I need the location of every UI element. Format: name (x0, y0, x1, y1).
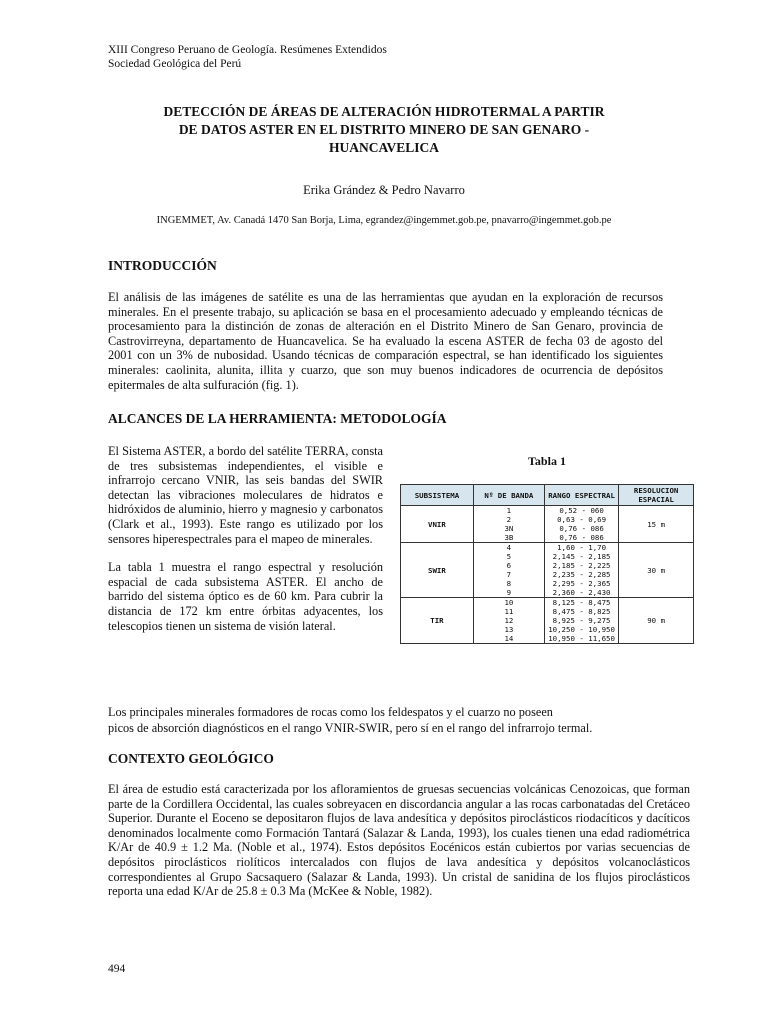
method-paragraph-3-line-2: picos de absorción diagnósticos en el rango VNIR-SWIR, pero sí en el rango del infrarrojo termal. (108, 721, 593, 735)
aster-bands-table (400, 484, 694, 644)
authors: Erika Grández & Pedro Navarro (303, 183, 465, 197)
cell-band: 6 (473, 561, 544, 570)
cell-band: 5 (473, 552, 544, 561)
cell-range: 8,125 - 8,475 (544, 598, 618, 608)
page-number: 494 (108, 963, 126, 975)
title-line-3: HUANCAVELICA (328, 140, 440, 155)
header-line-1: XIII Congreso Peruano de Geología. Resúmenes Extendidos (108, 44, 387, 56)
cell-range: 2,145 - 2,185 (544, 552, 618, 561)
header-resolucion: RESOLUCION ESPACIAL (619, 485, 694, 506)
cell-range: 2,235 - 2,285 (544, 570, 618, 579)
table-row (401, 543, 694, 553)
cell-range: 8,925 - 9,275 (544, 616, 618, 625)
cell-band: 1 (473, 506, 544, 516)
cell-band: 10 (473, 598, 544, 608)
title-line-2: DE DATOS ASTER EN EL DISTRITO MINERO DE SAN GENARO - (178, 122, 590, 137)
cell-range: 2,295 - 2,365 (544, 579, 618, 588)
cell-subsystem: VNIR (401, 506, 474, 543)
cell-range: 1,60 - 1,70 (544, 543, 618, 553)
cell-range: 2,185 - 2,225 (544, 561, 618, 570)
cell-band: 3B (473, 533, 544, 543)
running-header (108, 43, 387, 71)
table-caption: Tabla 1 (528, 454, 566, 468)
method-paragraph-3 (108, 704, 668, 736)
header-subsistema: SUBSISTEMA (401, 485, 474, 506)
cell-range: 2,360 - 2,430 (544, 588, 618, 598)
cell-subsystem: TIR (401, 598, 474, 644)
cell-band: 7 (473, 570, 544, 579)
cell-range: 10,950 - 11,650 (544, 634, 618, 644)
table-row (401, 598, 694, 608)
cell-band: 12 (473, 616, 544, 625)
cell-subsystem: SWIR (401, 543, 474, 598)
header-rango: RANGO ESPECTRAL (544, 485, 618, 506)
intro-heading: INTRODUCCIÓN (108, 258, 217, 273)
method-left-column (108, 444, 383, 633)
geo-paragraph: El área de estudio está caracterizada por los afloramientos de gruesas secuencias volcánicas Cenozoicas, que forman parte de la Cordillera Occidental, las cuales sobreyacen en discordancia angular a las rocas carbonatadas del Cretáceo Superior. Durante el Eoceno se depositaron flujos de lava andesítica y depósitos piroclásticos riodacíticos y dacíticos denominados localmente como Formación Tantará (Salazar & Landa, 1993), los cuales tienen una edad radiométrica K/Ar de 40.9 ± 1.2 Ma. (Noble et al., 1974). Estos depósitos Eocénicos están cubiertos por varias secuencias de depósitos piroclásticos riolíticos intercalados con flujos de lava andesítica y depósitos volcanoclásticos correspondientes al Grupo Sacsaquero (Salazar & Landa, 1993). Un cristal de sanidina de los flujos piroclásticos reporta una edad K/Ar de 25.8 ± 0.3 Ma (McKee & Noble, 1982). (108, 782, 690, 899)
cell-resolution: 90 m (619, 598, 694, 644)
method-heading: ALCANCES DE LA HERRAMIENTA: METODOLOGÍA (108, 411, 447, 426)
cell-band: 13 (473, 625, 544, 634)
title-line-1: DETECCIÓN DE ÁREAS DE ALTERACIÓN HIDROTERMAL A PARTIR (163, 104, 605, 119)
cell-resolution: 15 m (619, 506, 694, 543)
intro-section (108, 290, 663, 392)
cell-band: 3N (473, 524, 544, 533)
cell-band: 8 (473, 579, 544, 588)
cell-range: 0,52 - 060 (544, 506, 618, 516)
cell-band: 4 (473, 543, 544, 553)
intro-paragraph: El análisis de las imágenes de satélite es una de las herramientas que ayudan en la exploración de recursos minerales. En el presente trabajo, su aplicación se basa en el procesamiento adecuado y empleando técnicas de procesamiento para la distinción de zonas de alteración en el Distrito Minero de San Genaro, provincia de Castrovirreyna, departamento de Huancavelica. Se ha evaluado la escena ASTER de fecha 03 de agosto del 2001 con un 3% de nubosidad. Usando técnicas de comparación espectral, se han identificado los siguientes minerales: caolinita, alunita, illita y cuarzo, que son muy buenos indicadores de ocurrencia de depósitos epitermales de alta sulfuración (fig. 1). (108, 290, 663, 392)
cell-band: 14 (473, 634, 544, 644)
cell-range: 0,76 - 086 (544, 533, 618, 543)
method-paragraph-3-line-1: Los principales minerales formadores de rocas como los feldespatos y el cuarzo no poseen (108, 705, 553, 719)
cell-range: 8,475 - 8,825 (544, 607, 618, 616)
header-banda: Nº DE BANDA (473, 485, 544, 506)
method-paragraph-1: El Sistema ASTER, a bordo del satélite TERRA, consta de tres subsistemas independientes, el visible e infrarrojo cercano VNIR, las seis bandas del SWIR detectan las vibraciones moleculares de hidratos e hidróxidos de aluminio, hierro y magnesio y carbonatos (Clark et al., 1993). Este rango es utilizado por los sensores hiperespectrales para el mapeo de minerales. (108, 444, 383, 546)
cell-range: 10,250 - 10,950 (544, 625, 618, 634)
cell-range: 0,76 - 086 (544, 524, 618, 533)
cell-range: 0,63 - 0,69 (544, 515, 618, 524)
table-body (401, 506, 694, 644)
geo-section (108, 782, 690, 899)
table-header-row (401, 485, 694, 506)
cell-band: 2 (473, 515, 544, 524)
geo-heading: CONTEXTO GEOLÓGICO (108, 751, 274, 766)
cell-resolution: 30 m (619, 543, 694, 598)
paper-title (110, 103, 658, 157)
affiliation: INGEMMET, Av. Canadá 1470 San Borja, Lima, egrandez@ingemmet.gob.pe, pnavarro@ingemmet.gob.pe (156, 215, 612, 226)
header-line-2: Sociedad Geológica del Perú (108, 58, 242, 70)
method-paragraph-2: La tabla 1 muestra el rango espectral y resolución espacial de cada subsistema ASTER. El ancho de barrido del sistema óptico es de 60 km. Para cubrir la distancia de 172 km entre órbitas adyacentes, los telescopios tienen un sistema de visión lateral. (108, 560, 383, 633)
table-row (401, 506, 694, 516)
cell-band: 9 (473, 588, 544, 598)
cell-band: 11 (473, 607, 544, 616)
